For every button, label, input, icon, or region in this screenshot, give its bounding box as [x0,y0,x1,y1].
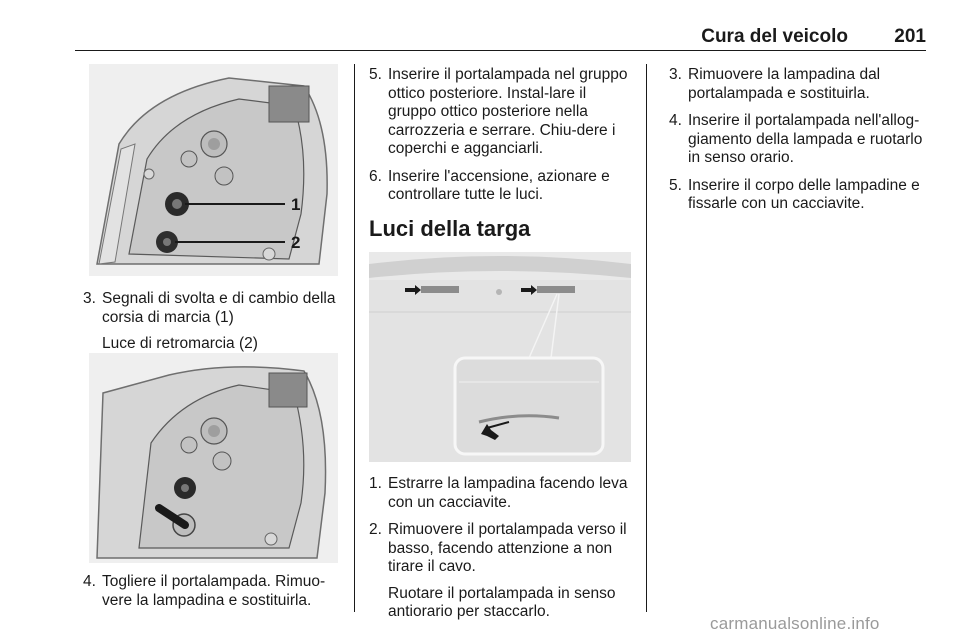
col1-steps-bottom [75,573,345,619]
section-heading: Luci della targa [369,216,531,241]
step-subtext: Luce di retromarcia (2) [102,335,258,352]
step-text: Inserire l'accensione, azionare e controllare tutte le luci. [388,167,610,203]
step-4 [75,573,345,610]
header-rule [75,50,926,51]
column-divider-2 [646,64,647,612]
plate-step-4 [661,112,931,168]
step-5 [361,66,637,159]
step-number: 4. [83,573,96,590]
watermark: carmanualsonline.info [710,614,880,633]
tail-lamp-illustration [89,64,338,276]
step-number: 6. [369,167,382,185]
step-number: 1. [369,475,382,492]
page-number: 201 [894,26,926,47]
col2-steps-bottom [361,475,637,631]
step-text: Rimuovere la lampadina dal portalampada e sostituirla. [688,66,881,102]
col1-steps-top [75,290,345,363]
column-divider-1 [354,64,355,612]
step-6 [361,168,637,205]
step-number: 4. [669,112,682,129]
step-number: 2. [369,521,382,538]
step-number: 3. [83,290,96,307]
section-title: Cura del veicolo [701,26,848,47]
tail-lamp-drawing [89,64,338,276]
plate-step-2 [361,521,637,622]
step-text: Inserire il portalampada nell'allog-giamento della lampada e ruotarlo in senso orario. [688,112,923,166]
tail-lamp-removal-illustration [89,353,338,563]
plate-step-1 [361,475,637,512]
step-number: 5. [369,66,382,83]
step-subtext: Ruotare il portalampada in senso antiorario per staccarlo. [388,584,616,620]
step-number: 5. [669,176,682,194]
step-3 [75,290,345,354]
step-number: 3. [669,66,682,83]
step-text: Estrarre la lampadina facendo leva con un cacciavite. [388,475,628,511]
tail-lamp-removal-drawing [89,353,338,563]
step-text: Inserire il corpo delle lampadine e fissarle con un cacciavite. [688,176,920,212]
plate-step-5 [661,177,931,214]
callout-1: 1 [291,195,301,214]
plate-step-3 [661,66,931,103]
license-plate-light-drawing [369,252,631,462]
step-text: Togliere il portalampada. Rimuo-vere la lampadina e sostituirla. [102,573,326,609]
col3-steps [661,66,931,223]
col2-steps-top [361,66,637,214]
step-text: Segnali di svolta e di cambio della corsia di marcia (1) [102,290,336,326]
page-header [75,26,926,50]
step-text: Rimuovere il portalampada verso il basso, facendo attenzione a non tirare il cavo. [388,521,627,575]
license-plate-light-illustration [369,252,631,462]
step-text: Inserire il portalampada nel gruppo ottico posteriore. Instal-lare il gruppo ottico posteriore nella carrozzeria e serrare. Chiu-dere i coperchi e agganciarli. [388,66,628,157]
callout-2: 2 [291,233,301,252]
